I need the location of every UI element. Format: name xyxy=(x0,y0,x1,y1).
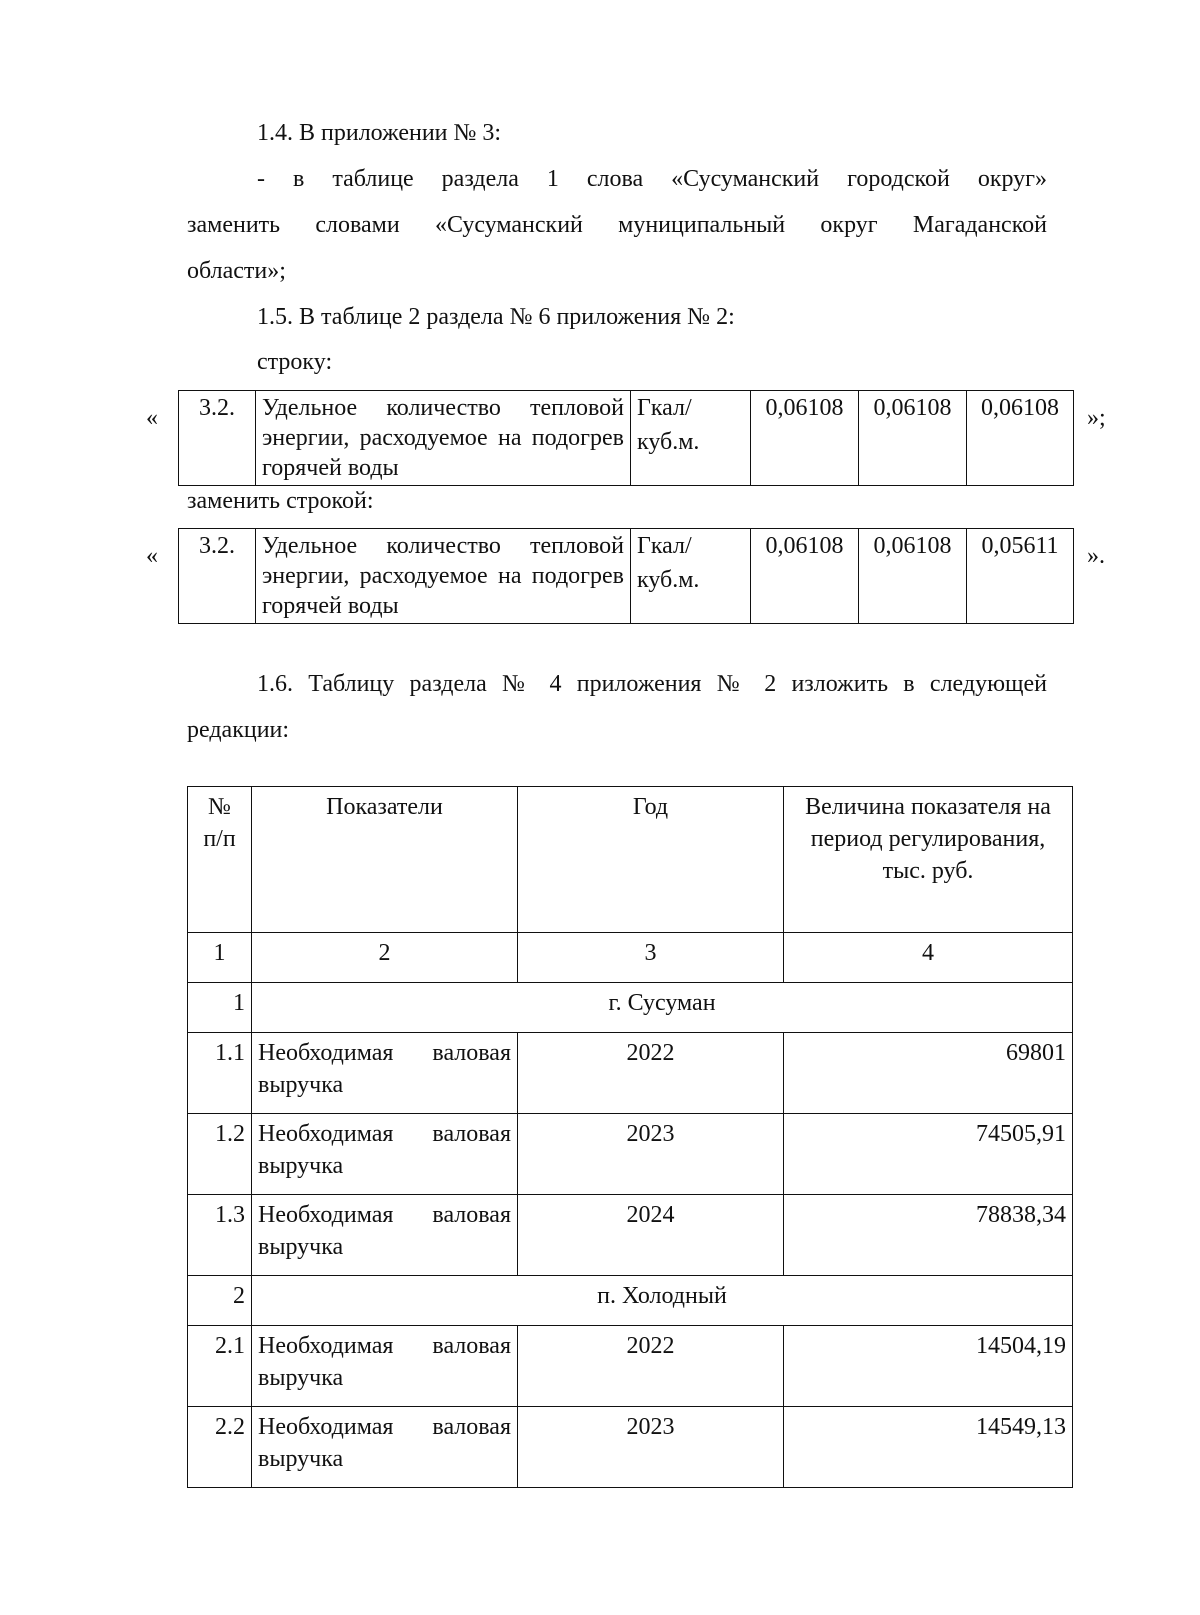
new-row-num: 3.2. xyxy=(179,529,256,624)
header-indicators: Показатели xyxy=(252,787,518,933)
row-value: 78838,34 xyxy=(784,1195,1073,1276)
row-indicator: Необходимая валовая выручка xyxy=(252,1195,518,1276)
column-number-3: 3 xyxy=(518,933,784,983)
row-value: 14504,19 xyxy=(784,1326,1073,1407)
paragraph-1-5-row-label: строку: xyxy=(257,349,333,375)
row-indicator: Необходимая валовая выручка xyxy=(252,1407,518,1488)
revenue-table xyxy=(187,786,1073,1488)
new-row-unit-line-1: Гкал/ xyxy=(637,533,692,559)
row-value: 14549,13 xyxy=(784,1407,1073,1488)
new-row-unit xyxy=(631,529,751,624)
old-row-unit-line-2: куб.м. xyxy=(637,429,700,455)
row-indicator: Необходимая валовая выручка xyxy=(252,1326,518,1407)
row-year: 2022 xyxy=(518,1326,784,1407)
row-year: 2023 xyxy=(518,1407,784,1488)
new-row-value-1: 0,06108 xyxy=(751,529,859,624)
paragraph-1-6-line-1: 1.6. Таблицу раздела № 4 приложения № 2 изложить в следующей xyxy=(257,671,1047,697)
old-row-table xyxy=(178,390,1074,486)
new-row-close-quote: ». xyxy=(1087,543,1105,569)
section-row xyxy=(188,1276,1073,1326)
section-name: п. Холодный xyxy=(252,1276,1073,1326)
table-row xyxy=(188,1114,1073,1195)
row-value: 74505,91 xyxy=(784,1114,1073,1195)
new-row-value-3: 0,05611 xyxy=(967,529,1074,624)
paragraph-1-5-title: 1.5. В таблице 2 раздела № 6 приложения № 2: xyxy=(257,304,735,330)
table-row xyxy=(188,1407,1073,1488)
row-indicator: Необходимая валовая выручка xyxy=(252,1114,518,1195)
old-row-value-3: 0,06108 xyxy=(967,391,1074,486)
paragraph-1-4-line-1: - в таблице раздела 1 слова «Сусуманский городской округ» xyxy=(257,166,1047,192)
new-row-unit-line-2: куб.м. xyxy=(637,567,700,593)
paragraph-1-4-line-2: заменить словами «Сусуманский муниципальный округ Магаданской xyxy=(187,212,1047,238)
paragraph-1-6-line-2: редакции: xyxy=(187,717,290,743)
section-num: 2 xyxy=(188,1276,252,1326)
new-row-table xyxy=(178,528,1074,624)
row-value: 69801 xyxy=(784,1033,1073,1114)
column-number-4: 4 xyxy=(784,933,1073,983)
row-num: 1.2 xyxy=(188,1114,252,1195)
row-num: 1.3 xyxy=(188,1195,252,1276)
paragraph-1-4-title: 1.4. В приложении № 3: xyxy=(257,120,502,146)
row-indicator: Необходимая валовая выручка xyxy=(252,1033,518,1114)
table-header-row xyxy=(188,787,1073,933)
table-row xyxy=(188,1326,1073,1407)
header-num xyxy=(188,787,252,933)
row-year: 2022 xyxy=(518,1033,784,1114)
old-row-value-2: 0,06108 xyxy=(859,391,967,486)
column-number-1: 1 xyxy=(188,933,252,983)
row-year: 2024 xyxy=(518,1195,784,1276)
new-row-value-2: 0,06108 xyxy=(859,529,967,624)
section-name: г. Сусуман xyxy=(252,983,1073,1033)
row-year: 2023 xyxy=(518,1114,784,1195)
row-num: 2.1 xyxy=(188,1326,252,1407)
old-row-value-1: 0,06108 xyxy=(751,391,859,486)
old-row-num: 3.2. xyxy=(179,391,256,486)
old-row-open-quote: « xyxy=(146,405,158,431)
old-row-unit xyxy=(631,391,751,486)
new-row-description: Удельное количество тепловой энергии, расходуемое на подогрев горячей воды xyxy=(256,529,631,624)
header-num-line-2: п/п xyxy=(203,826,236,852)
table-row xyxy=(188,1033,1073,1114)
table-column-numbers-row xyxy=(188,933,1073,983)
column-number-2: 2 xyxy=(252,933,518,983)
header-value: Величина показателя на период регулирования, тыс. руб. xyxy=(784,787,1073,933)
old-row-unit-line-1: Гкал/ xyxy=(637,395,692,421)
replace-label: заменить строкой: xyxy=(187,488,374,514)
header-num-line-1: № xyxy=(208,794,231,820)
row-num: 2.2 xyxy=(188,1407,252,1488)
section-row xyxy=(188,983,1073,1033)
header-year: Год xyxy=(518,787,784,933)
row-num: 1.1 xyxy=(188,1033,252,1114)
new-row-open-quote: « xyxy=(146,543,158,569)
table-row xyxy=(188,1195,1073,1276)
section-num: 1 xyxy=(188,983,252,1033)
old-row-close-quote: »; xyxy=(1087,405,1106,431)
old-row-description: Удельное количество тепловой энергии, расходуемое на подогрев горячей воды xyxy=(256,391,631,486)
paragraph-1-4-line-3: области»; xyxy=(187,258,286,284)
